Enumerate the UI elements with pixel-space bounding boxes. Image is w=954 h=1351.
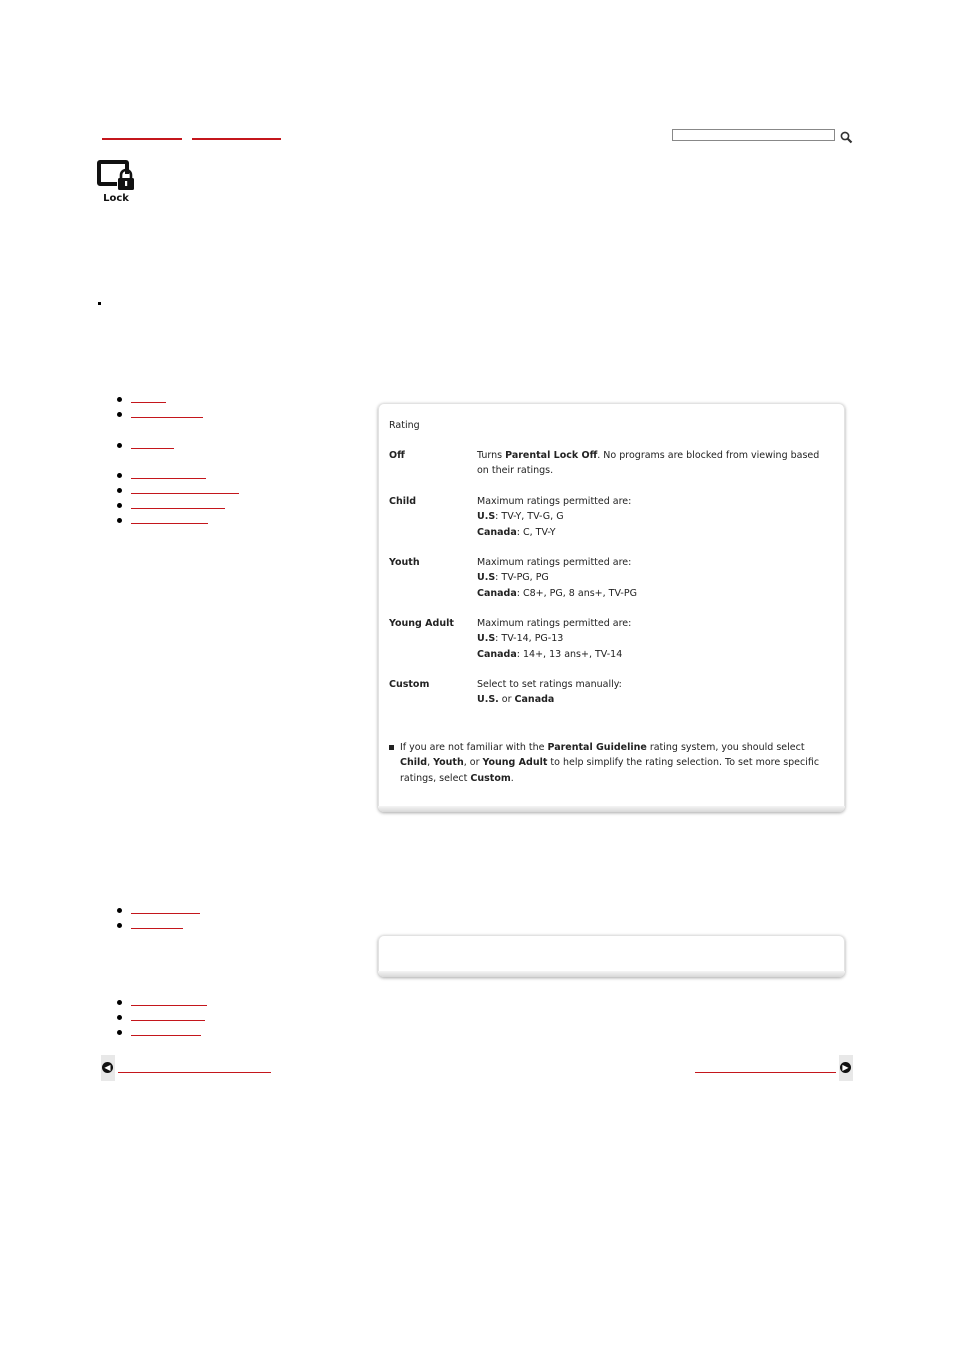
next-page-link[interactable]	[695, 1072, 836, 1073]
rating-desc-youth	[477, 555, 827, 601]
rating-term-young-adult: Young Adult	[389, 618, 454, 629]
rating-desc-line: Maximum ratings permitted are:	[477, 618, 632, 629]
rating-desc-line: U.S: TV-14, PG-13	[477, 633, 564, 645]
rating-desc-line: Maximum ratings permitted are:	[477, 496, 632, 507]
rating-desc-line: Canada: C8+, PG, 8 ans+, TV-PG	[477, 587, 637, 599]
info-panel	[378, 935, 845, 977]
rating-desc-child	[477, 494, 827, 540]
rating-term-custom: Custom	[389, 679, 430, 690]
panel-footer-bar	[378, 806, 845, 812]
rating-desc-line: U.S: TV-Y, TV-G, G	[477, 511, 564, 523]
rating-desc-off	[477, 448, 827, 479]
arrow-left-icon: ◀	[102, 1062, 113, 1073]
rating-desc-line: Canada: 14+, 13 ans+, TV-14	[477, 648, 623, 660]
panel-title: Rating	[389, 420, 420, 431]
arrow-right-icon: ▶	[840, 1062, 851, 1073]
lock-icon	[97, 160, 137, 192]
search-icon[interactable]	[840, 129, 853, 142]
rating-term-youth: Youth	[389, 557, 420, 568]
rating-panel	[378, 403, 845, 812]
rating-desc-line: Select to set ratings manually:	[477, 679, 622, 690]
note-text: If you are not familiar with the Parental Guideline rating system, you should select Child, Youth, or Young Adult to help simplify the rating selection. To set more specific ratings, select Custom.	[400, 742, 820, 784]
prev-page-button[interactable]	[101, 1055, 115, 1081]
lock-icon-group	[97, 160, 137, 206]
breadcrumb-link-1[interactable]	[102, 138, 182, 140]
rating-term-child: Child	[389, 496, 417, 507]
prev-page-link[interactable]	[118, 1072, 271, 1073]
rating-desc-custom	[477, 677, 827, 708]
search-input[interactable]	[672, 129, 835, 141]
next-page-button[interactable]	[839, 1055, 853, 1081]
rating-desc-line: Canada: C, TV-Y	[477, 526, 556, 538]
rating-term-off: Off	[389, 450, 405, 461]
rating-desc-line: U.S. or Canada	[477, 694, 555, 706]
panel-footer-bar	[378, 971, 845, 977]
bullet-marker	[98, 302, 101, 305]
rating-desc-line: Turns Parental Lock Off. No programs are blocked from viewing based	[477, 450, 820, 461]
lock-label: Lock	[103, 193, 129, 204]
rating-desc-young-adult	[477, 616, 827, 662]
rating-desc-line: U.S: TV-PG, PG	[477, 572, 549, 584]
rating-desc-line: on their ratings.	[477, 465, 554, 477]
note-bullet	[389, 745, 394, 750]
breadcrumb-link-2[interactable]	[192, 138, 281, 140]
rating-desc-line: Maximum ratings permitted are:	[477, 557, 632, 568]
